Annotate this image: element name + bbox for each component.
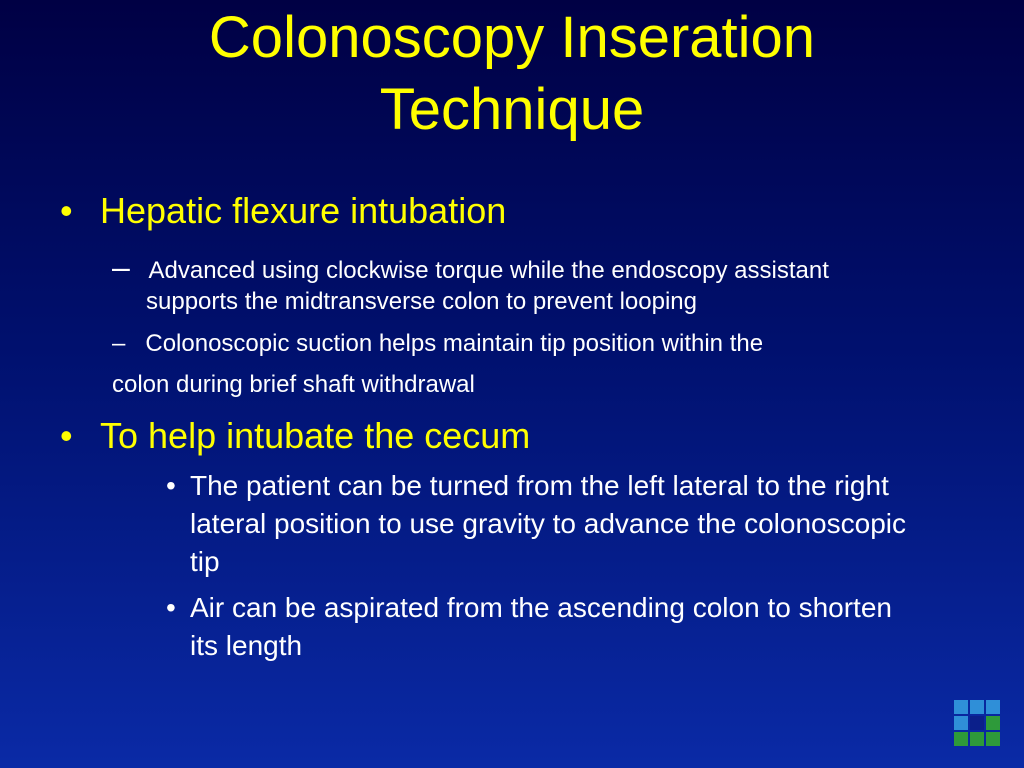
title-line-2: Technique: [379, 77, 645, 142]
title-line-1: Colonoscopy Inseration: [208, 5, 816, 70]
subitem-suction-cont: [112, 368, 475, 402]
clinic-logo-icon: [954, 700, 1000, 746]
bullet-intubate-cecum: [60, 414, 530, 458]
dash-marker: –: [112, 249, 130, 285]
subitem-text: The patient can be turned from the left lateral to the right lateral position to use gravity to advance the colonoscopic tip: [190, 470, 906, 577]
subitem-text: Air can be aspirated from the ascending colon to shorten its length: [190, 592, 892, 661]
bullet-marker: •: [166, 470, 176, 501]
bullet-label: To help intubate the cecum: [100, 415, 531, 456]
subitem-line-2: colon during brief shaft withdrawal: [112, 371, 475, 398]
bullet-marker: •: [60, 415, 73, 456]
bullet-marker: •: [166, 592, 176, 623]
slide-title: [0, 2, 1024, 146]
subitem-suction: [112, 327, 763, 361]
bullet-hepatic-flexure: [60, 189, 506, 233]
subitem-line-1: Advanced using clockwise torque while the endoscopy assistant: [148, 257, 829, 284]
subitem-advanced-cont: [146, 285, 697, 319]
bullet-label: Hepatic flexure intubation: [100, 190, 507, 231]
dash-marker: –: [112, 330, 126, 357]
bullet-marker: •: [60, 190, 73, 231]
subitem-air-aspirated: [166, 589, 926, 665]
subitem-line-2: supports the midtransverse colon to prevent looping: [146, 288, 697, 315]
subitem-line-1: Colonoscopic suction helps maintain tip position within the: [145, 330, 764, 357]
subitem-patient-turned: [166, 467, 926, 581]
subitem-advanced: [112, 250, 829, 288]
